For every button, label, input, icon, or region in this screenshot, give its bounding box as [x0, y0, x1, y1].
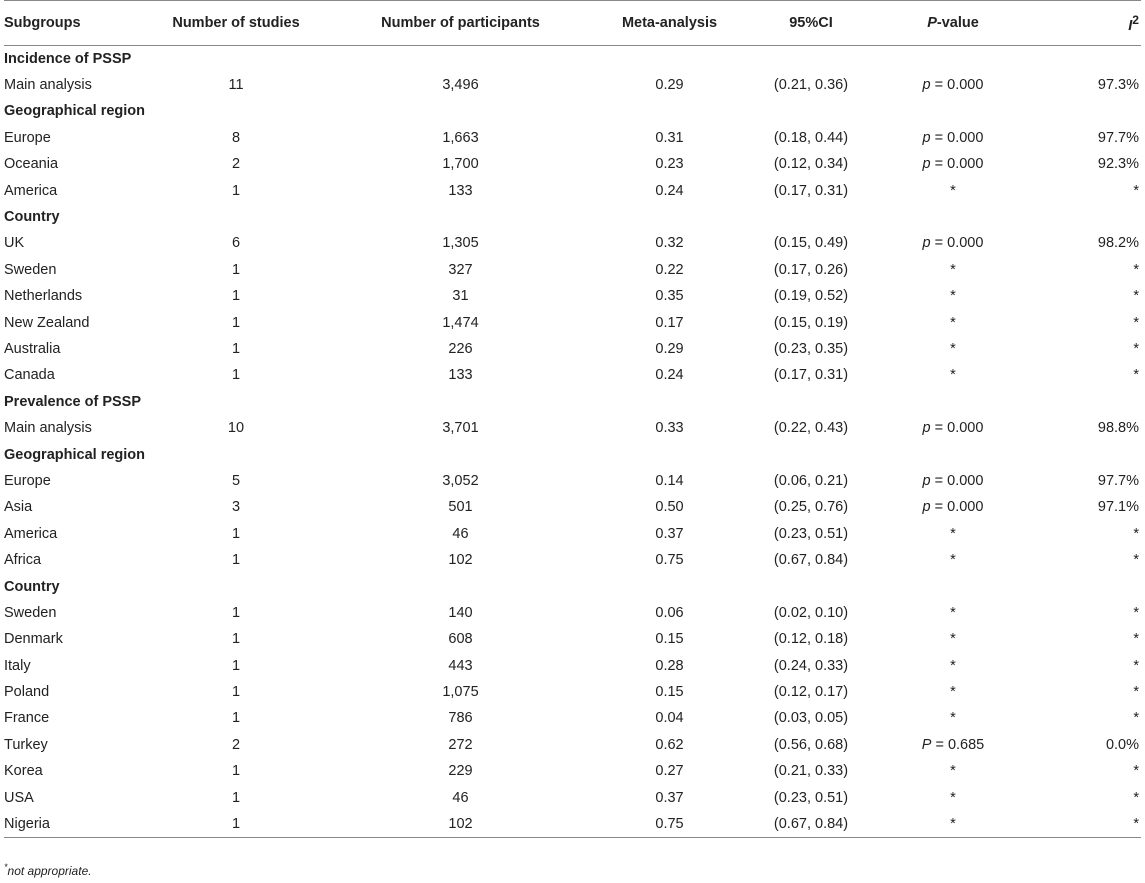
i-squared-cell: 97.3%: [1097, 77, 1139, 94]
studies-cell: 1: [231, 657, 241, 674]
participants-cell: 102: [448, 552, 473, 569]
i-squared-cell: *: [1133, 604, 1139, 621]
p-value-cell: [886, 758, 1020, 784]
p-value-cell: [886, 626, 1020, 652]
section-heading-row: [4, 98, 1141, 124]
subgroup-cell: Main analysis: [4, 77, 92, 94]
i-squared-cell: 97.7%: [1097, 472, 1139, 489]
meta-analysis-cell: 0.28: [655, 657, 684, 674]
header-number-of-participants: Number of participants: [318, 1, 603, 46]
header-subgroups: Subgroups: [4, 1, 154, 46]
table-row: [4, 177, 1141, 203]
table-row: [4, 72, 1141, 98]
studies-cell: 5: [231, 472, 241, 489]
p-value-cell: [886, 336, 1020, 362]
p-suffix: -value: [936, 15, 979, 31]
subgroup-cell: Denmark: [4, 631, 63, 648]
subgroup-cell: Italy: [4, 657, 31, 674]
ci-cell: (0.15, 0.19): [773, 314, 849, 331]
p-value: *: [950, 684, 956, 701]
p-value-cell: [886, 177, 1020, 203]
i-superscript: 2: [1132, 12, 1139, 27]
meta-analysis-cell: 0.35: [655, 288, 684, 305]
meta-analysis-cell: 0.29: [655, 340, 684, 357]
i-squared-cell: 98.8%: [1097, 420, 1139, 437]
i-squared-cell: 97.7%: [1097, 129, 1139, 146]
studies-cell: 2: [231, 156, 241, 173]
subgroup-cell: America: [4, 182, 58, 199]
ci-cell: (0.03, 0.05): [773, 710, 849, 727]
participants-cell: 133: [448, 182, 473, 199]
subgroup-cell: France: [4, 710, 50, 727]
meta-analysis-cell: 0.27: [655, 763, 684, 780]
participants-cell: 327: [448, 261, 473, 278]
p-value: *: [950, 261, 956, 278]
ci-cell: (0.56, 0.68): [773, 736, 849, 753]
participants-cell: 46: [452, 525, 469, 542]
ci-cell: (0.12, 0.17): [773, 684, 849, 701]
section-heading: Country: [4, 578, 60, 595]
section-heading-row: [4, 441, 1141, 467]
ci-cell: (0.18, 0.44): [773, 129, 849, 146]
ci-cell: (0.15, 0.49): [773, 235, 849, 252]
p-value: *: [950, 815, 956, 832]
participants-cell: 608: [448, 631, 473, 648]
p-symbol: p: [922, 156, 931, 173]
i-squared-cell: *: [1133, 631, 1139, 648]
i-squared-cell: *: [1133, 525, 1139, 542]
p-symbol: p: [922, 499, 931, 516]
meta-analysis-cell: 0.32: [655, 235, 684, 252]
p-letter: P: [927, 15, 937, 31]
table-row: [4, 784, 1141, 810]
i-squared-cell: *: [1133, 684, 1139, 701]
p-value: *: [950, 552, 956, 569]
p-value: *: [950, 631, 956, 648]
table-row: [4, 151, 1141, 177]
studies-cell: 1: [231, 261, 241, 278]
i-squared-cell: *: [1133, 288, 1139, 305]
meta-analysis-cell: 0.37: [655, 525, 684, 542]
i-squared-cell: 97.1%: [1097, 499, 1139, 516]
subgroup-cell: Poland: [4, 684, 50, 701]
ci-cell: (0.67, 0.84): [773, 552, 849, 569]
meta-analysis-cell: 0.15: [655, 631, 684, 648]
p-value-cell: [886, 705, 1020, 731]
participants-cell: 1,474: [442, 314, 479, 331]
table-row: [4, 415, 1141, 441]
meta-analysis-cell: 0.50: [655, 499, 684, 516]
p-value-cell: [886, 415, 1020, 441]
header-i-squared: [1020, 1, 1141, 46]
p-value: *: [950, 657, 956, 674]
p-value-cell: [886, 547, 1020, 573]
i-squared-cell: 98.2%: [1097, 235, 1139, 252]
p-value-cell: [886, 362, 1020, 388]
subgroup-cell: Oceania: [4, 156, 59, 173]
i-squared-cell: *: [1133, 314, 1139, 331]
section-heading: Prevalence of PSSP: [4, 393, 142, 410]
p-value: = 0.000: [930, 77, 984, 94]
table-row: [4, 336, 1141, 362]
ci-cell: (0.25, 0.76): [773, 499, 849, 516]
ci-cell: (0.12, 0.34): [773, 156, 849, 173]
meta-analysis-cell: 0.24: [655, 182, 684, 199]
meta-analysis-cell: 0.75: [603, 811, 736, 837]
participants-cell: 102: [318, 811, 603, 837]
subgroup-cell: UK: [4, 235, 25, 252]
p-value-cell: [886, 732, 1020, 758]
studies-cell: 6: [231, 235, 241, 252]
participants-cell: 501: [448, 499, 473, 516]
meta-analysis-cell: 0.37: [655, 789, 684, 806]
ci-cell: (0.23, 0.51): [773, 789, 849, 806]
ci-cell: (0.21, 0.33): [773, 763, 849, 780]
p-value: *: [950, 367, 956, 384]
p-value: *: [950, 340, 956, 357]
participants-cell: 226: [448, 340, 473, 357]
table-row: [4, 811, 1141, 837]
participants-cell: 3,496: [442, 77, 479, 94]
studies-cell: 1: [231, 367, 241, 384]
studies-cell: 1: [231, 789, 241, 806]
studies-cell: 1: [231, 684, 241, 701]
table-row: [4, 362, 1141, 388]
ci-cell: (0.21, 0.36): [773, 77, 849, 94]
p-value: = 0.685: [931, 736, 985, 753]
i-squared-cell: *: [1133, 261, 1139, 278]
footnote-text: not appropriate.: [7, 864, 92, 878]
studies-cell: 11: [228, 77, 244, 94]
studies-cell: 1: [231, 288, 241, 305]
p-value-cell: [886, 600, 1020, 626]
subgroup-cell: Sweden: [4, 261, 57, 278]
header-number-of-studies: Number of studies: [154, 1, 318, 46]
participants-cell: 46: [452, 789, 469, 806]
participants-cell: 133: [448, 367, 473, 384]
ci-cell: (0.17, 0.26): [773, 261, 849, 278]
footnote-mark: *: [4, 862, 8, 872]
p-value: *: [950, 604, 956, 621]
subgroup-cell: Europe: [4, 472, 51, 489]
p-value-cell: [886, 494, 1020, 520]
i-squared-cell: 92.3%: [1097, 156, 1139, 173]
table-row: [4, 652, 1141, 678]
p-symbol: p: [922, 129, 931, 146]
subgroup-cell: Australia: [4, 340, 61, 357]
p-value: *: [950, 288, 956, 305]
table-row: [4, 600, 1141, 626]
participants-cell: 3,701: [442, 420, 479, 437]
subgroup-cell: Turkey: [4, 736, 48, 753]
subgroup-cell: Korea: [4, 763, 43, 780]
meta-analysis-cell: 0.17: [655, 314, 684, 331]
ci-cell: (0.06, 0.21): [773, 472, 849, 489]
meta-analysis-cell: 0.22: [655, 261, 684, 278]
participants-cell: 1,663: [442, 129, 479, 146]
ci-cell: (0.19, 0.52): [773, 288, 849, 305]
subgroup-cell: New Zealand: [4, 314, 90, 331]
participants-cell: 272: [448, 736, 473, 753]
p-value-cell: [886, 521, 1020, 547]
section-heading: Geographical region: [4, 103, 145, 120]
participants-cell: 140: [448, 604, 473, 621]
subgroup-meta-analysis-table: [4, 0, 1141, 838]
p-symbol: p: [922, 77, 931, 94]
ci-cell: (0.23, 0.35): [773, 340, 849, 357]
p-value-cell: [886, 283, 1020, 309]
participants-cell: 1,700: [442, 156, 479, 173]
studies-cell: 1: [154, 811, 318, 837]
subgroup-cell: USA: [4, 789, 34, 806]
p-value: *: [950, 710, 956, 727]
meta-analysis-cell: 0.33: [655, 420, 684, 437]
ci-cell: (0.23, 0.51): [773, 525, 849, 542]
studies-cell: 1: [231, 552, 241, 569]
studies-cell: 1: [231, 314, 241, 331]
meta-analysis-cell: 0.14: [655, 472, 684, 489]
subgroup-cell: Nigeria: [4, 811, 154, 837]
i-squared-cell: *: [1133, 789, 1139, 806]
i-squared-cell: *: [1133, 710, 1139, 727]
section-heading-row: [4, 46, 1141, 72]
participants-cell: 786: [448, 710, 473, 727]
studies-cell: 3: [231, 499, 241, 516]
ci-cell: (0.02, 0.10): [773, 604, 849, 621]
header-p-value: [886, 1, 1020, 46]
studies-cell: 1: [231, 604, 241, 621]
table-row: [4, 283, 1141, 309]
p-value: *: [950, 789, 956, 806]
ci-cell: (0.22, 0.43): [773, 420, 849, 437]
subgroup-cell: America: [4, 525, 58, 542]
subgroup-cell: Europe: [4, 129, 51, 146]
p-value: *: [950, 182, 956, 199]
participants-cell: 443: [448, 657, 473, 674]
section-heading-row: [4, 204, 1141, 230]
p-value-cell: [886, 811, 1020, 837]
p-value: *: [950, 525, 956, 542]
meta-analysis-cell: 0.31: [655, 129, 684, 146]
i-squared-cell: *: [1133, 182, 1139, 199]
p-value-cell: [886, 784, 1020, 810]
studies-cell: 1: [231, 631, 241, 648]
meta-analysis-cell: 0.24: [655, 367, 684, 384]
i-squared-cell: *: [1133, 367, 1139, 384]
p-value: *: [950, 314, 956, 331]
meta-analysis-cell: 0.06: [655, 604, 684, 621]
p-value: *: [950, 763, 956, 780]
studies-cell: 2: [231, 736, 241, 753]
participants-cell: 3,052: [442, 472, 479, 489]
p-value-cell: [886, 230, 1020, 256]
table-row: [4, 468, 1141, 494]
i-letter: I: [1128, 17, 1133, 34]
subgroup-cell: Asia: [4, 499, 33, 516]
meta-analysis-cell: 0.75: [655, 552, 684, 569]
section-heading-row: [4, 389, 1141, 415]
header-meta-analysis: Meta-analysis: [603, 1, 736, 46]
subgroup-cell: Canada: [4, 367, 55, 384]
meta-analysis-cell: 0.62: [655, 736, 684, 753]
table-row: [4, 257, 1141, 283]
p-symbol: p: [922, 472, 931, 489]
p-value-cell: [886, 679, 1020, 705]
p-value-cell: [886, 468, 1020, 494]
section-heading: Incidence of PSSP: [4, 50, 132, 67]
meta-analysis-cell: 0.04: [655, 710, 684, 727]
p-value: = 0.000: [930, 499, 984, 516]
p-value: = 0.000: [930, 129, 984, 146]
table-row: [4, 626, 1141, 652]
studies-cell: 1: [231, 710, 241, 727]
p-value: = 0.000: [930, 235, 984, 252]
meta-analysis-cell: 0.15: [655, 684, 684, 701]
ci-cell: (0.24, 0.33): [773, 657, 849, 674]
i-squared-cell: *: [1133, 657, 1139, 674]
table-row: [4, 547, 1141, 573]
table-row: [4, 679, 1141, 705]
p-value-cell: [886, 652, 1020, 678]
table-row: [4, 732, 1141, 758]
studies-cell: 10: [227, 420, 245, 437]
header-row: [4, 1, 1141, 46]
ci-cell: (0.12, 0.18): [773, 631, 849, 648]
table-footnote: [4, 862, 92, 878]
table-row: [4, 758, 1141, 784]
p-value-cell: [886, 151, 1020, 177]
section-heading: Geographical region: [4, 446, 145, 463]
p-value: = 0.000: [930, 420, 984, 437]
i-squared-cell: *: [1133, 340, 1139, 357]
p-value-cell: [886, 309, 1020, 335]
participants-cell: 229: [448, 763, 473, 780]
meta-analysis-cell: 0.29: [655, 77, 684, 94]
studies-cell: 1: [231, 525, 241, 542]
studies-cell: 1: [231, 763, 241, 780]
section-heading-row: [4, 573, 1141, 599]
subgroup-cell: Main analysis: [4, 420, 92, 437]
table-row: [4, 705, 1141, 731]
header-95ci: 95%CI: [736, 1, 886, 46]
i-squared-cell: *: [1133, 763, 1139, 780]
table-row: [4, 521, 1141, 547]
p-symbol: P: [921, 736, 932, 753]
table-row: [4, 494, 1141, 520]
studies-cell: 1: [231, 182, 241, 199]
participants-cell: 1,075: [442, 684, 479, 701]
p-symbol: p: [922, 235, 931, 252]
i-squared-cell: 0.0%: [1105, 736, 1139, 753]
p-symbol: p: [922, 420, 931, 437]
meta-analysis-cell: 0.23: [655, 156, 684, 173]
subgroup-cell: Africa: [4, 552, 42, 569]
studies-cell: 8: [231, 129, 241, 146]
subgroup-cell: Sweden: [4, 604, 57, 621]
table-row: [4, 125, 1141, 151]
p-value-cell: [886, 257, 1020, 283]
ci-cell: (0.17, 0.31): [773, 182, 849, 199]
studies-cell: 1: [231, 340, 241, 357]
section-heading: Country: [4, 209, 60, 226]
table-body: [4, 46, 1141, 838]
table-row: [4, 230, 1141, 256]
p-value-cell: [886, 72, 1020, 98]
ci-cell: (0.17, 0.31): [773, 367, 849, 384]
p-value-cell: [886, 125, 1020, 151]
ci-cell: (0.67, 0.84): [736, 811, 886, 837]
p-value: = 0.000: [930, 472, 984, 489]
table-header: [4, 1, 1141, 46]
p-value: = 0.000: [930, 156, 984, 173]
i-squared-cell: *: [1133, 552, 1139, 569]
subgroup-cell: Netherlands: [4, 288, 83, 305]
table-row: [4, 309, 1141, 335]
i-squared-cell: *: [1020, 811, 1141, 837]
participants-cell: 1,305: [442, 235, 479, 252]
participants-cell: 31: [452, 288, 469, 305]
